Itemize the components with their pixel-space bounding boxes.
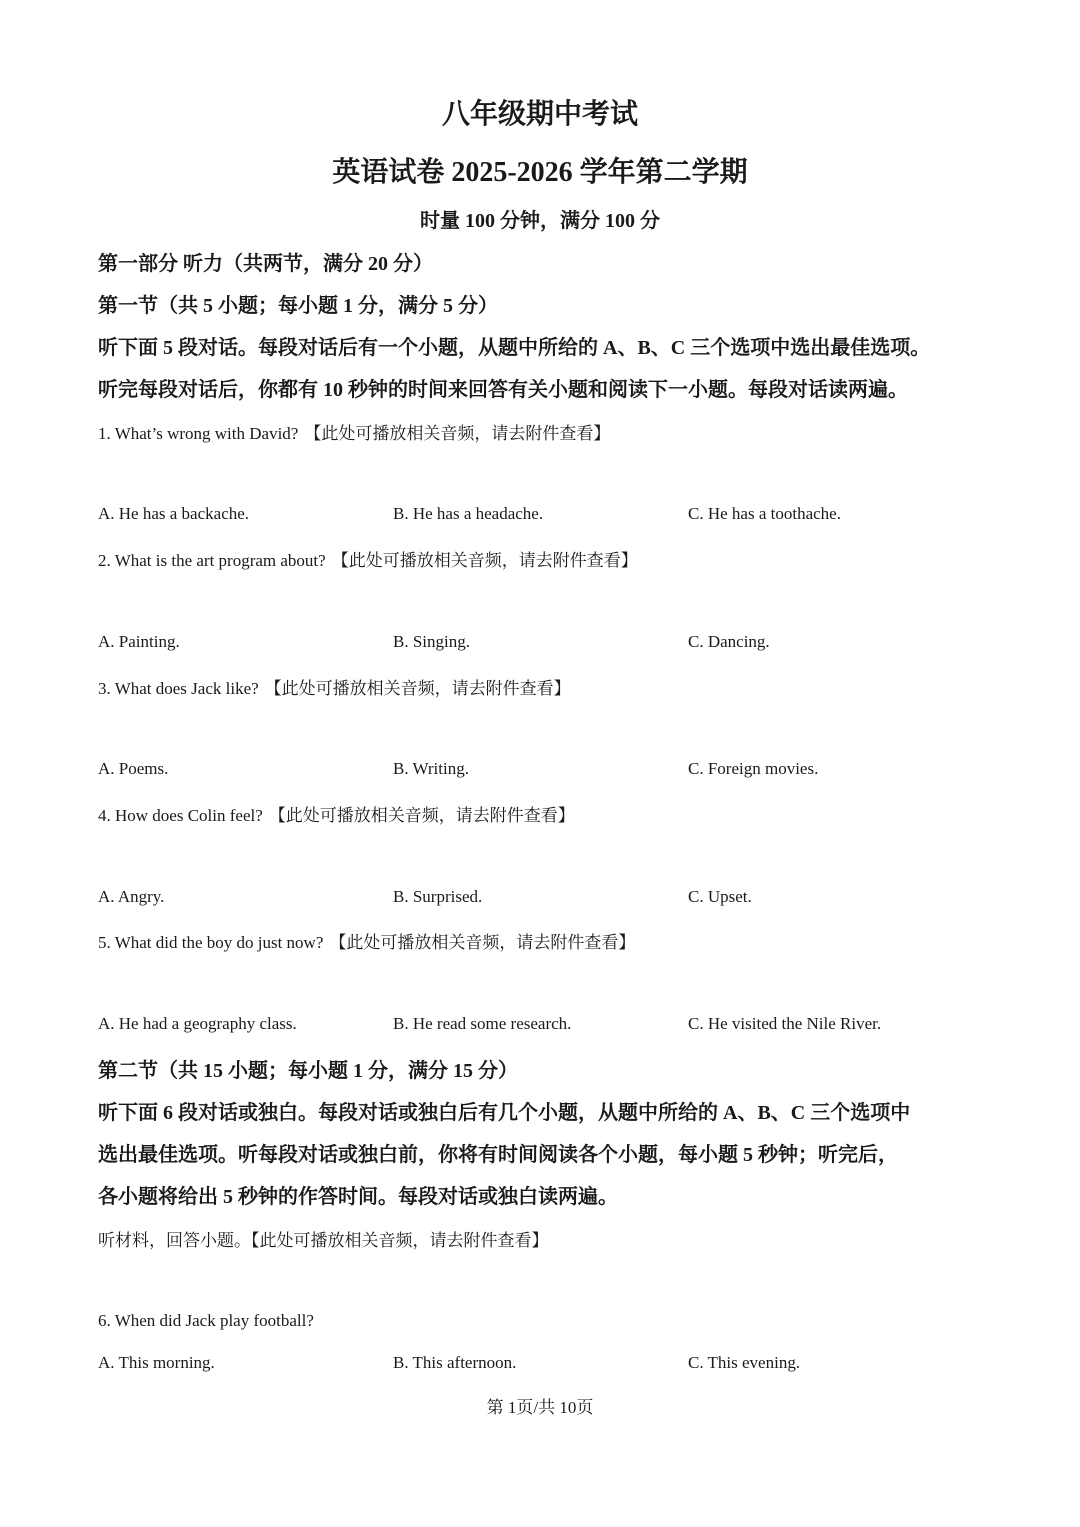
- option-b: B. Writing.: [393, 759, 469, 778]
- audio-link[interactable]: 【此处可播放相关音频，请去附件查看】: [329, 933, 636, 952]
- question-stem: 3. What does Jack like?: [98, 679, 259, 698]
- section1-instruction-line: 听完每段对话后，你都有 10 秒钟的时间来回答有关小题和阅读下一小题。每段对话读两遍。: [98, 379, 908, 401]
- exam-title: 八年级期中考试: [441, 99, 638, 130]
- question-5: [98, 928, 635, 953]
- option-c: C. He visited the Nile River.: [688, 1014, 882, 1033]
- option-a: A. He had a geography class.: [98, 1014, 297, 1033]
- option-c: C. This evening.: [688, 1353, 801, 1372]
- section1-heading: 第一节（共 5 小题；每小题 1 分，满分 5 分）: [98, 295, 498, 317]
- exam-subtitle: 英语试卷 2025-2026 学年第二学期: [332, 157, 748, 188]
- audio-link[interactable]: 【此处可播放相关音频，请去附件查看】: [264, 679, 571, 698]
- question-1: [98, 419, 610, 444]
- question-stem: 6. When did Jack play football?: [98, 1311, 314, 1330]
- option-b: B. He has a headache.: [393, 504, 544, 523]
- question-2: [98, 546, 638, 571]
- question-3: [98, 674, 571, 699]
- section2-instruction-line: 各小题将给出 5 秒钟的作答时间。每段对话或独白读两遍。: [98, 1186, 618, 1208]
- option-b: B. He read some research.: [393, 1014, 572, 1033]
- option-b: B. Singing.: [393, 632, 470, 651]
- question-6: [98, 1311, 314, 1331]
- option-c: C. Dancing.: [688, 632, 770, 651]
- option-a: A. Poems.: [98, 759, 169, 778]
- option-a: A. This morning.: [98, 1353, 215, 1372]
- section2-instruction-line: 选出最佳选项。听每段对话或独白前，你将有时间阅读各个小题，每小题 5 秒钟；听完后，: [98, 1144, 898, 1166]
- option-b: B. Surprised.: [393, 887, 483, 906]
- question-stem: 4. How does Colin feel?: [98, 806, 263, 825]
- audio-link[interactable]: 【此处可播放相关音频，请去附件查看】: [331, 551, 638, 570]
- section2-instruction-line: 听下面 6 段对话或独白。每段对话或独白后有几个小题，从题中所给的 A、B、C 三个选项中: [98, 1102, 911, 1124]
- option-a: A. Angry.: [98, 887, 165, 906]
- question-stem: 1. What’s wrong with David?: [98, 424, 299, 443]
- option-a: A. He has a backache.: [98, 504, 250, 523]
- question-stem: 2. What is the art program about?: [98, 551, 326, 570]
- option-c: C. He has a toothache.: [688, 504, 841, 523]
- exam-time-info: 时量 100 分钟，满分 100 分: [420, 210, 660, 232]
- audio-link[interactable]: 【此处可播放相关音频，请去附件查看】: [304, 424, 611, 443]
- question-4: [98, 801, 575, 826]
- page-number: 第 1页/共 10页: [486, 1398, 594, 1417]
- option-c: C. Foreign movies.: [688, 759, 819, 778]
- option-a: A. Painting.: [98, 632, 180, 651]
- listening-material-note[interactable]: 听材料，回答小题。【此处可播放相关音频，请去附件查看】: [98, 1231, 549, 1250]
- question-stem: 5. What did the boy do just now?: [98, 933, 324, 952]
- section2-heading: 第二节（共 15 小题；每小题 1 分，满分 15 分）: [98, 1060, 518, 1082]
- section1-instruction-line: 听下面 5 段对话。每段对话后有一个小题，从题中所给的 A、B、C 三个选项中选出最佳选项。: [98, 337, 931, 359]
- audio-link[interactable]: 【此处可播放相关音频，请去附件查看】: [268, 806, 575, 825]
- part1-heading: 第一部分 听力（共两节，满分 20 分）: [98, 253, 433, 275]
- option-b: B. This afternoon.: [393, 1353, 517, 1372]
- option-c: C. Upset.: [688, 887, 752, 906]
